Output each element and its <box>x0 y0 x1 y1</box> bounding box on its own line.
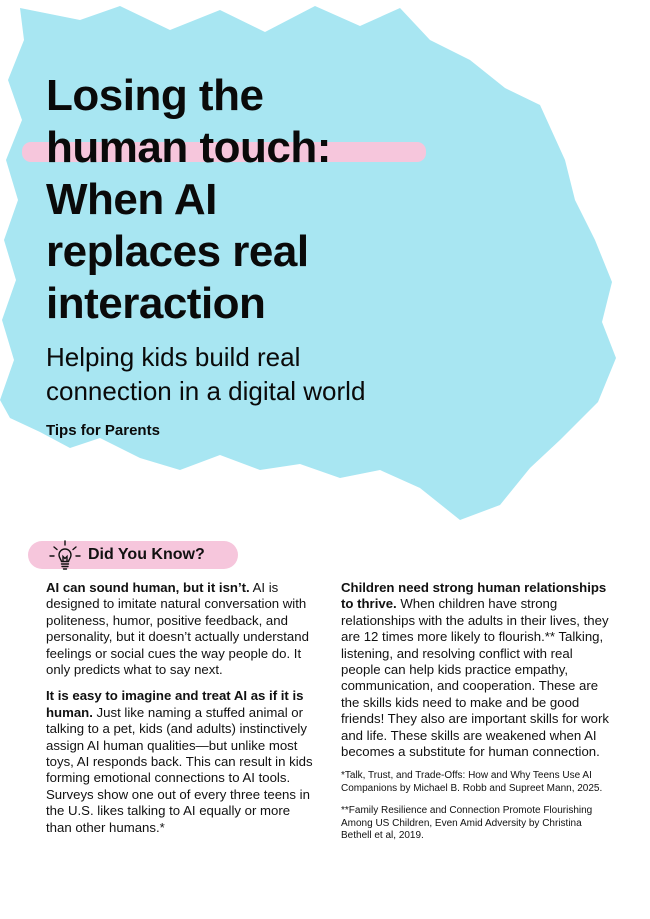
left-column <box>46 580 314 846</box>
page-title <box>46 70 466 330</box>
right-column <box>341 580 613 853</box>
paragraph <box>46 580 314 678</box>
footnote: **Family Resilience and Connection Promote Flourishing Among US Children, Even Amid Adversity by Christina Bethell et al, 2019. <box>341 805 593 842</box>
paragraph-lead: It is easy to imagine and treat AI as if it is human. <box>46 688 304 720</box>
paragraph-lead: AI can sound human, but it isn’t. <box>46 580 250 595</box>
paragraph-body: AI is designed to imitate natural conversation with politeness, humor, positive feedback, and personality, but it doesn’t actually understand feelings or social cues the way people do. It only predicts what to say next. <box>46 580 309 678</box>
audience-tag: Tips for Parents <box>46 422 160 439</box>
paragraph-body: When children have strong relationships with the adults in their lives, they are 12 times more likely to flourish.** Talking, listening, and resolving conflict with real people can help kids practice empathy, communication, and cooperation. These are the skills kids need to make and be good friends! They also are important skills for work and life. These skills are weakened when AI becomes a substitute for human connection. <box>341 596 609 760</box>
paragraph <box>46 688 314 836</box>
title-line: human touch: <box>46 123 331 172</box>
subtitle-line: connection in a digital world <box>46 376 366 406</box>
page-subtitle <box>46 340 466 408</box>
paragraph <box>341 580 613 760</box>
title-line: When AI <box>46 175 217 224</box>
subtitle-line: Helping kids build real <box>46 342 301 372</box>
footnote: *Talk, Trust, and Trade-Offs: How and Why Teens Use AI Companions by Michael B. Robb and Supreet Mann, 2025. <box>341 770 603 794</box>
paragraph-body: Just like naming a stuffed animal or talking to a pet, kids (and adults) instinctively assign AI human qualities—but unlike most toys, AI responds back. This can result in kids forming emotional connections to AI tools. Surveys show one out of every three teens in the U.S. likes talking to AI equally or more than other humans.* <box>46 704 313 835</box>
title-line: interaction <box>46 279 266 328</box>
title-line: Losing the <box>46 71 264 120</box>
title-line: replaces real <box>46 227 309 276</box>
did-you-know-label: Did You Know? <box>88 546 205 563</box>
paragraph-lead: Children need strong human relationships to thrive. <box>341 580 607 612</box>
lightbulb-icon <box>48 538 82 572</box>
